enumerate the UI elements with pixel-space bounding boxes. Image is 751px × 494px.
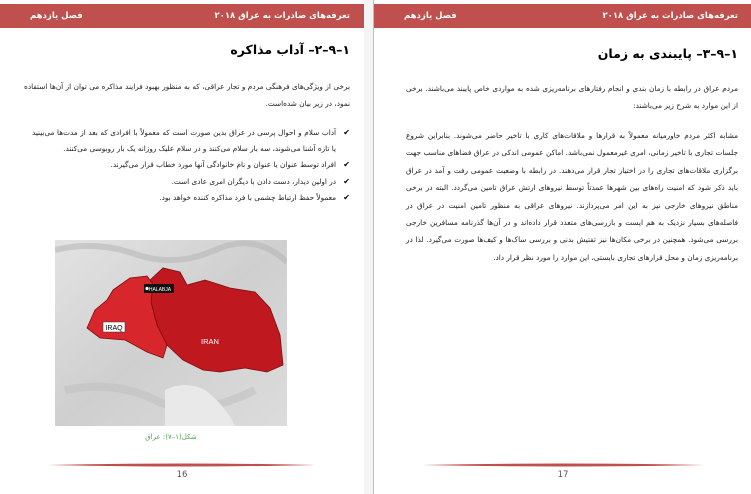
page-number: 16 — [176, 470, 188, 480]
intro-paragraph: برخی از ویژگی‌های فرهنگی مردم و تجار عراقی، که به منظور بهبود فرایند مذاکره می توان از آن‌ها استفاده نمود، در زیر بیان شده‌است. — [24, 82, 350, 109]
page-footer — [48, 462, 316, 480]
iraq-label: IRAQ — [105, 325, 123, 332]
iraq-map — [55, 240, 287, 426]
list-item — [32, 157, 350, 173]
page-footer — [422, 462, 704, 480]
book-title: تعرفه‌های صادرات به عراق ۲۰۱۸ — [602, 11, 738, 21]
intro-paragraph: مردم عراق در رابطه با زمان بندی و انجام رفتارهای برنامه‌ریزی شده به مواردی خاص پایبند می‌باشند. برخی از این موارد به شرح زیر می‌باشند: — [406, 84, 738, 111]
checkmark-icon: ✔ — [343, 176, 350, 186]
list-item — [32, 174, 350, 190]
footer-divider — [422, 462, 704, 468]
figure-caption: شکل(۱–۷): عراق — [145, 433, 197, 441]
checkmark-icon: ✔ — [343, 128, 350, 137]
list-item — [32, 190, 350, 206]
page-header — [0, 4, 364, 28]
book-title: تعرفه‌های صادرات به عراق ۲۰۱۸ — [214, 11, 350, 21]
body-paragraph: مشابه اکثر مردم خاورمیانه معمولاً به قرارها و ملاقات‌های کاری با تاخیر حاضر می‌شوند. بنابراین شروع جلسات تجاری با تاخیر زمانی، امری غیرمعمول نمی‌باشد. اماکن عمومی اندکی در عراق فضاهای مناسب جهت برگزاری ملاقات‌های تجاری را در اختیار تجار قرار می‌دهند. در رابطه با وضعیت عمومی رفت و آمد در عراق باید ذکر شود که امنیت راه‌های بین شهرها عمدتاً توسط نیروهای ارتش عراق تامین می‌گردد. البته در برخی مناطق نیروهای خارجی نیز به این امر می‌پردازند. نیروهای عراقی به منظور تامین امنیت در عراق در فاصله‌های بسیار نزدیک به هم ایست و بازرسی‌های متعدد قرار داده‌اند و در آن‌ها گذرنامه مسافرین خارجی بررسی می‌شود. همچنین در برخی مکان‌ها نیز تفتیش بدنی و بررسی ساک‌ها و کیف‌ها صورت می‌گیرد. لذا در برنامه‌ریزی زمان و محل قرارهای تجاری بایستی، این موارد را مورد نظر قرار داد. — [406, 131, 738, 262]
footer-divider — [48, 462, 316, 468]
checkmark-icon: ✔ — [343, 192, 350, 202]
page-number: 17 — [557, 470, 569, 480]
checkmark-icon: ✔ — [343, 160, 350, 170]
iran-label: IRAN — [201, 337, 219, 346]
bullet-list — [32, 125, 350, 206]
page-17 — [373, 0, 751, 494]
page-16 — [0, 0, 364, 494]
list-item-text: در اولین دیدار، دست دادن با دیگران امری عادی است. — [171, 176, 336, 186]
list-item-text: معمولاً حفظ ارتباط چشمی با فرد مذاکره کننده خواهد بود. — [159, 192, 336, 202]
chapter-label: فصل یازدهم — [30, 11, 83, 21]
list-item-text: افراد توسط عنوان یا عنوان و نام خانوادگی آنها مورد خطاب قرار می‌گیرند. — [110, 160, 336, 170]
list-item-text: آداب سلام و احوال پرسی در عراق بدین صورت است که معمولاً با افرادی که بعد از مدت‌ها می‌بینید یا تازه آشنا می‌شوند، سه بار سلام می‌کنند و در سلام علیک روزانه یک بار روبوسی می‌کنند. — [32, 128, 336, 154]
book-gutter — [364, 0, 373, 494]
city-label: HALABJA — [148, 287, 172, 293]
section-title: ۱–۹–۳– پایبندی به زمان — [597, 46, 738, 61]
list-item — [32, 125, 350, 157]
section-title: ۱–۹–۲– آداب مذاکره — [230, 42, 350, 57]
page-header — [374, 4, 751, 28]
chapter-label: فصل یازدهم — [404, 11, 457, 21]
